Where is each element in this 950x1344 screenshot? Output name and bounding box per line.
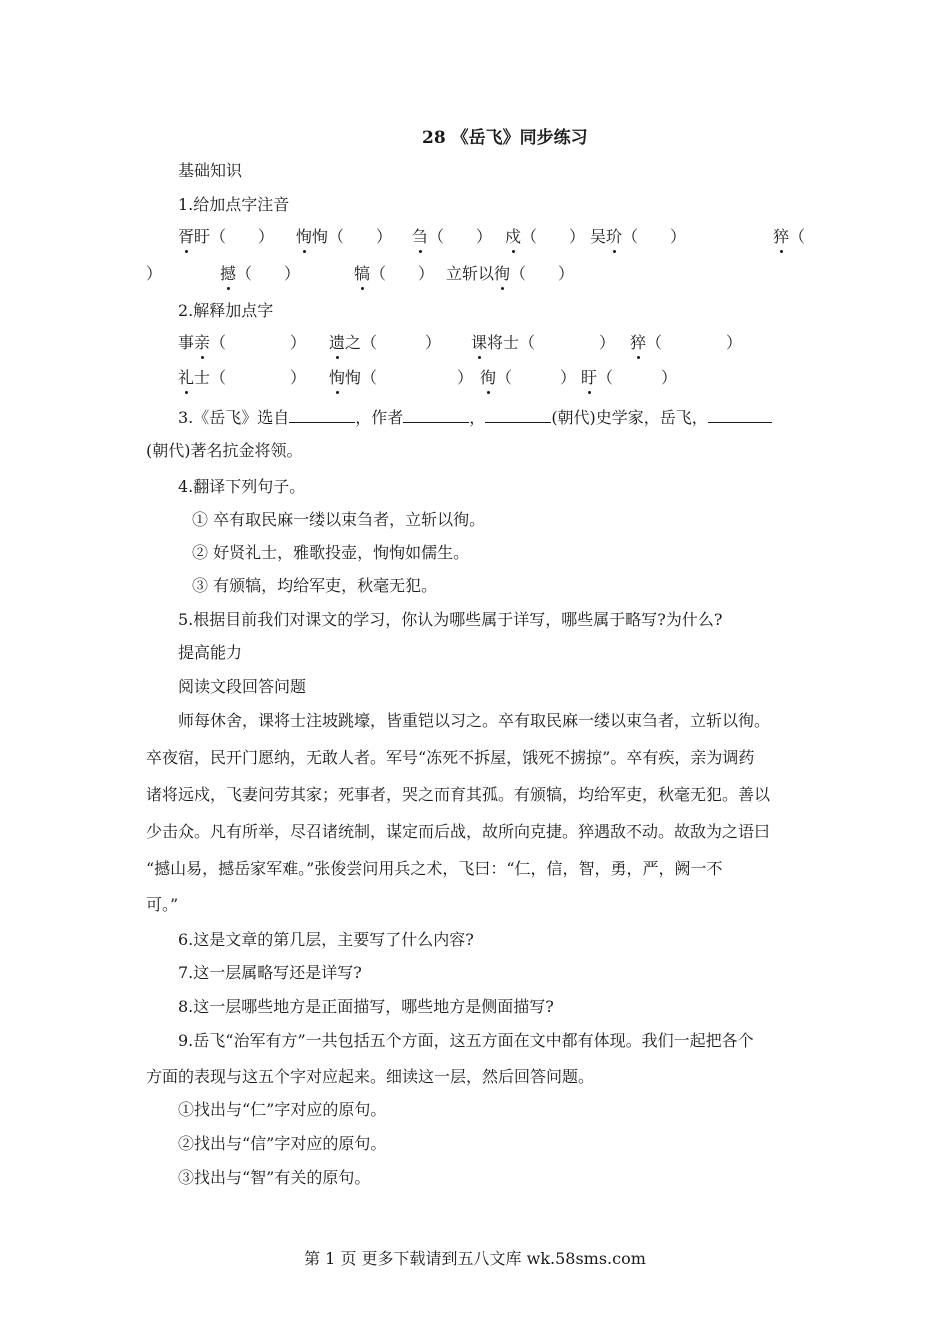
q2-item: 盱（ ） bbox=[581, 368, 678, 387]
q1-item: 吴玠（ ） bbox=[590, 227, 687, 246]
passage-line: 可。” bbox=[146, 895, 179, 914]
reading-instruction: 阅读文段回答问题 bbox=[178, 677, 307, 696]
passage-line: 师每休舍，课将士注坡跳壕，皆重铠以习之。卒有取民麻一缕以束刍者，立斩以徇。 bbox=[178, 711, 771, 730]
question-1-label: 1.给加点字注音 bbox=[178, 195, 290, 214]
question-9-line-2: 方面的表现与这五个字对应起来。细读这一层，然后回答问题。 bbox=[146, 1067, 595, 1086]
q2-item: 徇（ ） bbox=[480, 368, 577, 387]
dotted-char: 戍 bbox=[505, 227, 522, 246]
q4-sentence: ① 卒有取民麻一缕以束刍者，立斩以徇。 bbox=[192, 510, 486, 529]
dotted-char: 刍 bbox=[412, 227, 429, 246]
section-heading-advanced: 提高能力 bbox=[178, 643, 243, 662]
q2-item: 遗之（ ） bbox=[329, 333, 442, 352]
q2-item: 礼士（ ） bbox=[178, 368, 307, 387]
question-7: 7.这一层属略写还是详写? bbox=[178, 963, 362, 982]
dotted-char: 猝 bbox=[773, 227, 790, 246]
passage-line: 诸将远戍，飞妻问劳其家；死事者，哭之而育其孤。有颁犒，均给军吏，秋毫无犯。善以 bbox=[146, 785, 771, 804]
page-footer: 第 1 页 更多下载请到五八文库 wk.58sms.com bbox=[304, 1249, 646, 1268]
question-6: 6.这是文章的第几层，主要写了什么内容? bbox=[178, 930, 474, 949]
dotted-char: 撼 bbox=[220, 264, 237, 283]
question-3-line-2: (朝代)著名抗金将领。 bbox=[146, 441, 303, 460]
dotted-char: 犒 bbox=[354, 264, 371, 283]
q1-item: 戍（ ） bbox=[505, 227, 586, 246]
dotted-char: 玠 bbox=[606, 227, 623, 246]
dotted-char: 恂 bbox=[329, 368, 346, 387]
passage-line: “撼山易，撼岳家军难。”张俊尝问用兵之术，飞曰：“仁，信，智，勇，严，阙一不 bbox=[146, 859, 723, 878]
page-title: 28 《岳飞》同步练习 bbox=[422, 128, 588, 148]
question-2-label: 2.解释加点字 bbox=[178, 301, 274, 320]
q1-item: 立斩以徇（ ） bbox=[446, 264, 575, 283]
dotted-char: 胥 bbox=[178, 227, 195, 246]
q1-item: 恂恂（ ） bbox=[296, 227, 393, 246]
passage-line: 少击众。凡有所举，尽召诸统制，谋定而后战，故所向克捷。猝遇敌不动。故敌为之语曰 bbox=[146, 822, 771, 841]
question-8: 8.这一层哪些地方是正面描写，哪些地方是侧面描写? bbox=[178, 997, 554, 1016]
question-4-label: 4.翻译下列句子。 bbox=[178, 477, 306, 496]
q1-wrap-paren: ） bbox=[146, 264, 163, 283]
passage-line: 卒夜宿，民开门愿纳，无敢人者。军号“冻死不拆屋，饿死不掳掠”。卒有疾，亲为调药 bbox=[146, 748, 755, 767]
dotted-char: 盱 bbox=[581, 368, 598, 387]
q1-item: 刍（ ） bbox=[412, 227, 493, 246]
answer-blank bbox=[403, 406, 469, 423]
dotted-char: 遗 bbox=[329, 333, 346, 352]
dotted-char: 徇 bbox=[494, 264, 511, 283]
dotted-char: 猝 bbox=[630, 333, 647, 352]
q1-item: 胥盱（ ） bbox=[178, 227, 275, 246]
q9-subquestion: ①找出与“仁”字对应的原句。 bbox=[178, 1100, 387, 1119]
answer-blank bbox=[708, 406, 772, 423]
question-5: 5.根据目前我们对课文的学习，你认为哪些属于详写，哪些属于略写?为什么? bbox=[178, 610, 723, 629]
q2-item: 恂恂（ ） bbox=[329, 368, 474, 387]
section-heading-basic: 基础知识 bbox=[178, 161, 243, 180]
question-3-line-1: 3.《岳飞》选自 ，作者 ， (朝代)史学家，岳飞， bbox=[178, 406, 772, 428]
q9-subquestion: ③找出与“智”有关的原句。 bbox=[178, 1168, 371, 1187]
q4-sentence: ③ 有颁犒，均给军吏，秋毫无犯。 bbox=[192, 576, 438, 595]
answer-blank bbox=[289, 406, 355, 423]
dotted-char: 课 bbox=[471, 333, 488, 352]
dotted-char: 徇 bbox=[480, 368, 497, 387]
q1-item: 犒（ ） bbox=[354, 264, 435, 283]
dotted-char: 恂 bbox=[296, 227, 313, 246]
q1-item: 撼（ ） bbox=[220, 264, 301, 283]
q9-subquestion: ②找出与“信”字对应的原句。 bbox=[178, 1134, 387, 1153]
answer-blank bbox=[485, 406, 551, 423]
q2-item: 事亲（ ） bbox=[178, 333, 307, 352]
q2-item: 猝（ ） bbox=[630, 333, 743, 352]
q1-item: 猝（ bbox=[773, 227, 806, 246]
question-9-line-1: 9.岳飞“治军有方”一共包括五个方面，这五方面在文中都有体现。我们一起把各个 bbox=[178, 1031, 754, 1050]
dotted-char: 礼 bbox=[178, 368, 195, 387]
q2-item: 课将士（ ） bbox=[471, 333, 616, 352]
dotted-char: 亲 bbox=[194, 333, 211, 352]
q4-sentence: ② 好贤礼士，雅歌投壶，恂恂如儒生。 bbox=[192, 543, 470, 562]
